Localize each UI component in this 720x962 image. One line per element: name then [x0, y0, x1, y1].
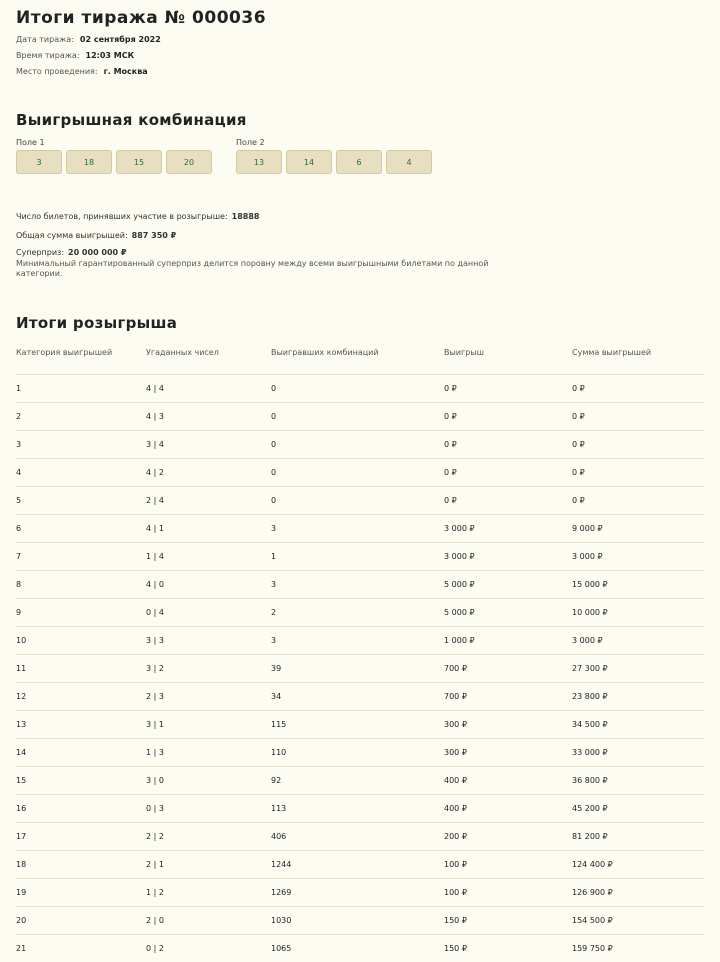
cell-winning-combos: 115: [271, 711, 444, 739]
table-row: [16, 823, 704, 851]
cell-matched: 1 | 2: [146, 879, 271, 907]
cell-prize: 0 ₽: [444, 487, 572, 515]
cell-winning-combos: 110: [271, 739, 444, 767]
cell-matched: 3 | 1: [146, 711, 271, 739]
table-row: [16, 935, 704, 962]
table-row: [16, 907, 704, 935]
cell-category: 5: [16, 487, 146, 515]
draw-date-value: 02 сентября 2022: [80, 35, 161, 44]
cell-prize: 5 000 ₽: [444, 571, 572, 599]
cell-winning-combos: 34: [271, 683, 444, 711]
cell-total: 159 750 ₽: [572, 935, 704, 962]
results-table: [16, 345, 704, 962]
table-row: [16, 711, 704, 739]
cell-category: 7: [16, 543, 146, 571]
cell-matched: 1 | 4: [146, 543, 271, 571]
col-prize: Выигрыш: [444, 345, 572, 375]
results-heading: Итоги розыгрыша: [16, 314, 177, 332]
cell-category: 8: [16, 571, 146, 599]
field1-ball: 18: [66, 150, 112, 174]
cell-winning-combos: 1065: [271, 935, 444, 962]
table-row: [16, 683, 704, 711]
cell-total: 33 000 ₽: [572, 739, 704, 767]
table-row: [16, 655, 704, 683]
table-row: [16, 487, 704, 515]
cell-prize: 300 ₽: [444, 739, 572, 767]
cell-prize: 1 000 ₽: [444, 627, 572, 655]
cell-prize: 0 ₽: [444, 431, 572, 459]
cell-winning-combos: 0: [271, 487, 444, 515]
cell-total: 34 500 ₽: [572, 711, 704, 739]
cell-matched: 3 | 0: [146, 767, 271, 795]
cell-total: 23 800 ₽: [572, 683, 704, 711]
table-row: [16, 543, 704, 571]
cell-total: 27 300 ₽: [572, 655, 704, 683]
cell-winning-combos: 92: [271, 767, 444, 795]
cell-winning-combos: 1269: [271, 879, 444, 907]
field2-ball: 14: [286, 150, 332, 174]
cell-prize: 150 ₽: [444, 935, 572, 962]
field2-ball: 13: [236, 150, 282, 174]
field2-ball: 6: [336, 150, 382, 174]
cell-total: 3 000 ₽: [572, 543, 704, 571]
cell-matched: 2 | 2: [146, 823, 271, 851]
draw-place-value: г. Москва: [104, 67, 148, 76]
cell-prize: 150 ₽: [444, 907, 572, 935]
cell-total: 45 200 ₽: [572, 795, 704, 823]
table-row: [16, 403, 704, 431]
cell-total: 9 000 ₽: [572, 515, 704, 543]
cell-prize: 5 000 ₽: [444, 599, 572, 627]
cell-category: 9: [16, 599, 146, 627]
cell-prize: 100 ₽: [444, 851, 572, 879]
table-row: [16, 599, 704, 627]
cell-matched: 0 | 2: [146, 935, 271, 962]
cell-category: 1: [16, 375, 146, 403]
cell-matched: 3 | 3: [146, 627, 271, 655]
col-total: Сумма выигрышей: [572, 345, 704, 375]
cell-prize: 700 ₽: [444, 655, 572, 683]
field1-ball: 3: [16, 150, 62, 174]
cell-matched: 2 | 0: [146, 907, 271, 935]
field2-label: Поле 2: [236, 138, 265, 147]
field1-label: Поле 1: [16, 138, 45, 147]
total-label: Общая сумма выигрышей:: [16, 231, 128, 240]
cell-total: 3 000 ₽: [572, 627, 704, 655]
cell-matched: 2 | 1: [146, 851, 271, 879]
table-row: [16, 739, 704, 767]
superprize-value: 20 000 000 ₽: [68, 248, 126, 257]
total-winnings: [16, 231, 176, 240]
cell-prize: 3 000 ₽: [444, 543, 572, 571]
cell-prize: 400 ₽: [444, 767, 572, 795]
cell-matched: 4 | 2: [146, 459, 271, 487]
table-row: [16, 627, 704, 655]
cell-prize: 400 ₽: [444, 795, 572, 823]
draw-time-value: 12:03 МСК: [86, 51, 135, 60]
table-row: [16, 375, 704, 403]
cell-category: 2: [16, 403, 146, 431]
page-title: Итоги тиража № 000036: [16, 8, 266, 28]
cell-category: 16: [16, 795, 146, 823]
table-row: [16, 459, 704, 487]
draw-place-label: Место проведения:: [16, 67, 98, 76]
cell-total: 10 000 ₽: [572, 599, 704, 627]
draw-date-label: Дата тиража:: [16, 35, 74, 44]
field2-ball: 4: [386, 150, 432, 174]
field1-ball: 15: [116, 150, 162, 174]
cell-winning-combos: 0: [271, 375, 444, 403]
cell-matched: 1 | 3: [146, 739, 271, 767]
cell-prize: 3 000 ₽: [444, 515, 572, 543]
cell-matched: 0 | 4: [146, 599, 271, 627]
cell-winning-combos: 3: [271, 571, 444, 599]
field1-numbers: [16, 150, 212, 174]
cell-total: 81 200 ₽: [572, 823, 704, 851]
superprize-note: Минимальный гарантированный суперприз делится поровну между всеми выигрышными билетами по данной категории.: [16, 259, 496, 279]
results-header-row: [16, 345, 704, 375]
table-row: [16, 431, 704, 459]
cell-winning-combos: 39: [271, 655, 444, 683]
cell-matched: 3 | 2: [146, 655, 271, 683]
cell-matched: 4 | 1: [146, 515, 271, 543]
col-matched: Угаданных чисел: [146, 345, 271, 375]
cell-winning-combos: 0: [271, 403, 444, 431]
cell-total: 0 ₽: [572, 403, 704, 431]
cell-winning-combos: 0: [271, 431, 444, 459]
cell-prize: 0 ₽: [444, 403, 572, 431]
cell-matched: 4 | 0: [146, 571, 271, 599]
cell-total: 124 400 ₽: [572, 851, 704, 879]
total-value: 887 350 ₽: [132, 231, 177, 240]
table-row: [16, 795, 704, 823]
cell-winning-combos: 113: [271, 795, 444, 823]
cell-category: 17: [16, 823, 146, 851]
cell-winning-combos: 1: [271, 543, 444, 571]
cell-matched: 0 | 3: [146, 795, 271, 823]
combination-heading: Выигрышная комбинация: [16, 111, 247, 129]
cell-category: 12: [16, 683, 146, 711]
draw-date: [16, 35, 161, 44]
cell-prize: 300 ₽: [444, 711, 572, 739]
cell-matched: 2 | 4: [146, 487, 271, 515]
cell-category: 10: [16, 627, 146, 655]
cell-total: 0 ₽: [572, 375, 704, 403]
cell-total: 0 ₽: [572, 459, 704, 487]
cell-winning-combos: 3: [271, 627, 444, 655]
superprize-label: Суперприз:: [16, 248, 64, 257]
cell-total: 126 900 ₽: [572, 879, 704, 907]
tickets-label: Число билетов, принявших участие в розыгрыше:: [16, 212, 228, 221]
cell-matched: 2 | 3: [146, 683, 271, 711]
cell-matched: 4 | 3: [146, 403, 271, 431]
draw-place: [16, 67, 148, 76]
field1-ball: 20: [166, 150, 212, 174]
cell-prize: 200 ₽: [444, 823, 572, 851]
cell-prize: 700 ₽: [444, 683, 572, 711]
col-category: Категория выигрышей: [16, 345, 146, 375]
cell-category: 15: [16, 767, 146, 795]
cell-prize: 0 ₽: [444, 375, 572, 403]
cell-category: 14: [16, 739, 146, 767]
cell-category: 19: [16, 879, 146, 907]
cell-winning-combos: 1244: [271, 851, 444, 879]
cell-matched: 3 | 4: [146, 431, 271, 459]
cell-total: 154 500 ₽: [572, 907, 704, 935]
table-row: [16, 515, 704, 543]
cell-total: 0 ₽: [572, 431, 704, 459]
draw-time-label: Время тиража:: [16, 51, 80, 60]
table-row: [16, 571, 704, 599]
cell-matched: 4 | 4: [146, 375, 271, 403]
superprize: [16, 248, 126, 257]
table-row: [16, 879, 704, 907]
cell-category: 11: [16, 655, 146, 683]
cell-category: 21: [16, 935, 146, 962]
cell-prize: 0 ₽: [444, 459, 572, 487]
cell-winning-combos: 3: [271, 515, 444, 543]
cell-winning-combos: 1030: [271, 907, 444, 935]
cell-total: 36 800 ₽: [572, 767, 704, 795]
cell-category: 13: [16, 711, 146, 739]
cell-prize: 100 ₽: [444, 879, 572, 907]
cell-category: 3: [16, 431, 146, 459]
cell-category: 6: [16, 515, 146, 543]
draw-time: [16, 51, 134, 60]
cell-total: 15 000 ₽: [572, 571, 704, 599]
cell-winning-combos: 0: [271, 459, 444, 487]
cell-category: 18: [16, 851, 146, 879]
tickets-value: 18888: [232, 212, 260, 221]
cell-winning-combos: 2: [271, 599, 444, 627]
field2-numbers: [236, 150, 432, 174]
table-row: [16, 851, 704, 879]
cell-winning-combos: 406: [271, 823, 444, 851]
col-winning-combos: Выигравших комбинаций: [271, 345, 444, 375]
tickets-count: [16, 212, 259, 221]
cell-category: 4: [16, 459, 146, 487]
cell-category: 20: [16, 907, 146, 935]
cell-total: 0 ₽: [572, 487, 704, 515]
table-row: [16, 767, 704, 795]
